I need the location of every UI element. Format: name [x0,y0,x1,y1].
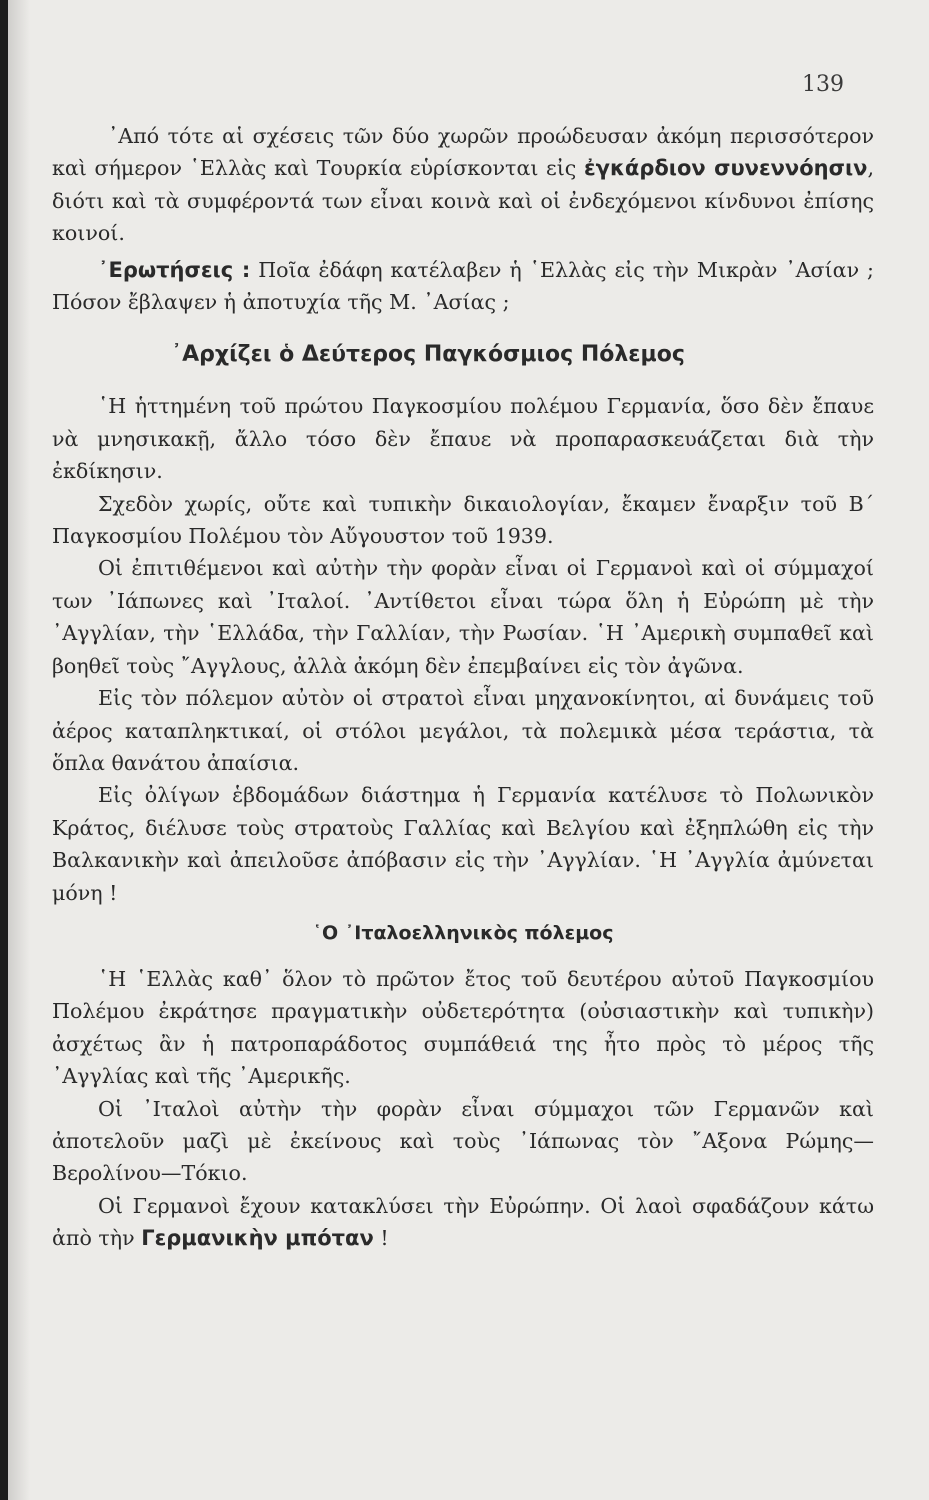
page-number: 139 [802,72,844,97]
paragraph-belligerents: Οἱ ἐπιτιθέμενοι καὶ αὐτὴν τὴν φορὰν εἶναι οἱ Γερμανοὶ καὶ οἱ σύμμαχοί των ᾿Ιάπωνες καὶ ᾿Ιταλοί. ᾿Αντίθετοι εἶναι τώρα ὅλη ἡ Εὐρώπη μὲ τὴν ᾿Αγγλίαν, τὴν ῾Ελλάδα, τὴν Γαλλίαν, τὴν Ρωσίαν. ῾Η ᾿Αμερικὴ συμπαθεῖ καὶ βοηθεῖ τοὺς ῎Αγγλους, ἀλλὰ ἀκόμη δὲν ἐπεμβαίνει εἰς τὸν ἀγῶνα. [52,556,874,678]
paragraph-german-advance: Εἰς ὀλίγων ἑβδομάδων διάστημα ἡ Γερμανία κατέλυσε τὸ Πολωνικὸν Κράτος, διέλυσε τοὺς στρατοὺς Γαλλίας καὶ Βελγίου καὶ ἐξηπλώθη εἰς τὴν Βαλκανικὴν καὶ ἀπειλοῦσε ἀπόβασιν εἰς τὴν ᾿Αγγλίαν. ῾Η ᾿Αγγλία ἀμύνεται μόνη ! [52,783,874,905]
paragraph-axis: Οἱ ᾿Ιταλοὶ αὐτὴν τὴν φορὰν εἶναι σύμμαχοι τῶν Γερμανῶν καὶ ἀποτελοῦν μαζὶ μὲ ἐκείνους καὶ τοὺς ᾿Ιάπωνας τὸν ῎Αξονα Ρώμης—Βερολίνου—Τόκιο. [52,1096,874,1186]
paragraph-text-end: , διότι καὶ τὰ συμφέροντά των εἶναι κοινὰ καὶ οἱ ἐνδεχόμενοι κίνδυνοι ἐπίσης κοινοί. [52,156,875,246]
paragraph-greek-neutrality: ῾Η ῾Ελλὰς καθ᾿ ὅλον τὸ πρῶτον ἔτος τοῦ δευτέρου αὐτοῦ Παγκοσμίου Πολέμου ἐκράτησε πραγματικὴν οὐδετερότητα (οὐσιαστικὴν καὶ τυπικὴν) ἀσχέτως ἂν ἡ πατροπαράδοτος συμπάθειά της ἦτο πρὸς τὸ μέρος τῆς ᾿Αγγλίας καὶ τῆς ᾿Αμερικῆς. [52,966,874,1089]
questions-text: Ποῖα ἐδάφη κατέλαβεν ἡ ῾Ελλὰς εἰς τὴν Μικρὰν ᾿Ασίαν ; Πόσον ἔβλαψεν ἡ ἀποτυχία τῆς Μ. ᾿Ασίας ; [52,257,874,315]
paragraph-text: ᾿Από τότε αἱ σχέσεις τῶν δύο χωρῶν προώδευσαν ἀκόμη περισσότερον καὶ σήμερον ῾Ελλὰς καὶ Τουρκία εὑρίσκονται εἰς [52,124,874,181]
paragraph-questions [52,254,874,319]
page-binding-shadow [8,0,30,1500]
section-heading-ww2-begins: ᾿Αρχίζει ὁ Δεύτερος Παγκόσμιος Πόλεμος [171,342,685,368]
paragraph-german-boot [52,1190,874,1255]
paragraph-defeated-germany: ῾Η ἡττημένη τοῦ πρώτου Παγκοσμίου πολέμου Γερμανία, ὅσο δὲν ἔπαυε νὰ μνησικακῇ, ἄλλο τόσο δὲν ἔπαυε νὰ προπαρασκευάζεται διὰ τὴν ἐκδίκησιν. [52,394,874,484]
paragraph-war-means: Εἰς τὸν πόλεμον αὐτὸν οἱ στρατοὶ εἶναι μηχανοκίνητοι, αἱ δυνάμεις τοῦ ἀέρος καταπληκτικαί, οἱ στόλοι μεγάλοι, τὰ πολεμικὰ μέσα τεράστια, τὰ ὅπλα θανάτου ἀπαίσια. [52,686,874,775]
questions-label: ᾿Ερωτήσεις : [98,257,251,282]
paragraph-text: Οἱ Γερμανοὶ ἔχουν κατακλύσει τὴν Εὐρώπην. Οἱ λαοὶ σφαδάζουν κάτω ἀπὸ τὴν [52,1193,874,1251]
page-edge [0,0,8,1500]
emphasis-german-boot: Γερμανικὴν μπόταν [141,1226,374,1251]
emphasis-cordial-understanding: ἐγκάρδιον συνεννόησιν [583,156,868,181]
paragraph-start-of-war: Σχεδὸν χωρίς, οὔτε καὶ τυπικὴν δικαιολογίαν, ἔκαμεν ἔναρξιν τοῦ Β´ Παγκοσμίου Πολέμου τὸν Αὔγουστον τοῦ 1939. [52,491,874,549]
paragraph-text-end: ! [373,1226,389,1251]
page-content [52,120,874,1255]
section-heading-italo-greek-war: ῾Ο ᾿Ιταλοελληνικὸς πόλεμος [312,921,614,944]
paragraph-greek-turkish-relations [52,120,874,250]
